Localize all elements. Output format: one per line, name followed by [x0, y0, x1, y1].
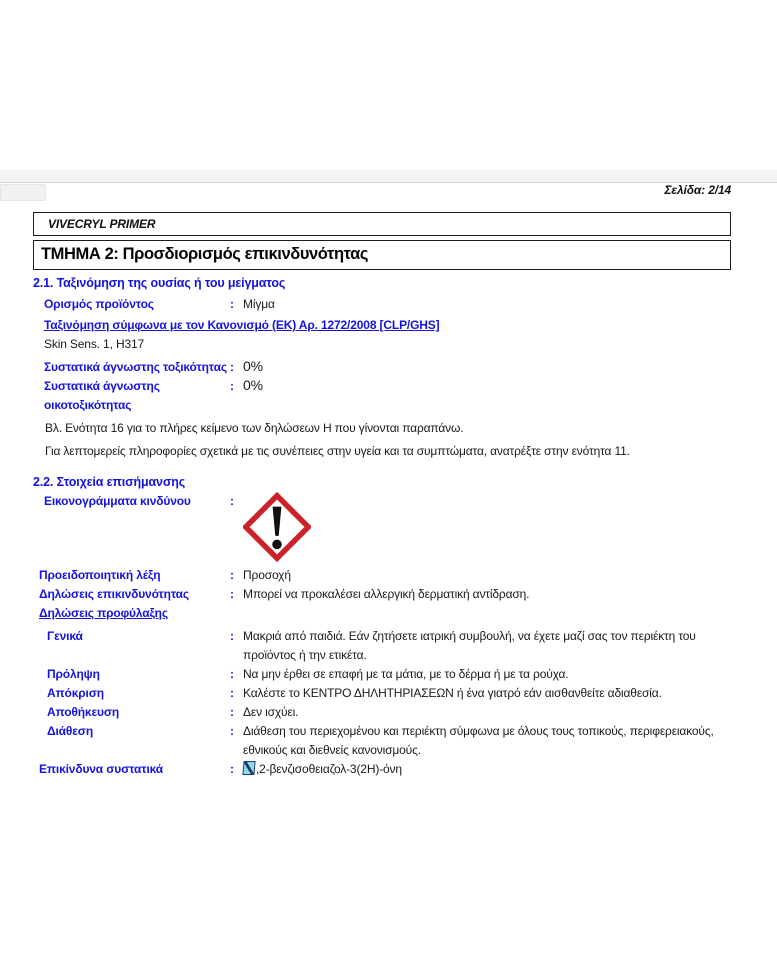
h-statements-note: Βλ. Ενότητα 16 για το πλήρες κείμενο των δηλώσεων Η που γίνονται παραπάνω.	[45, 421, 464, 435]
colon: :	[230, 667, 234, 681]
product-definition-label: Ορισμός προϊόντος	[44, 297, 154, 311]
prevention-row	[47, 665, 731, 684]
hazardous-ingredients-row	[39, 760, 731, 779]
product-name: VIVECRYL PRIMER	[48, 217, 156, 231]
hazardous-ingredients-value	[243, 760, 731, 779]
hazard-statements-label: Δηλώσεις επικινδυνότητας	[39, 587, 190, 601]
colon: :	[230, 705, 234, 719]
response-value: Καλέστε το ΚΕΝΤΡΟ ΔΗΛΗΤΗΡΙΑΣΕΩΝ ή ένα γιατρό εάν αισθανθείτε αδιαθεσία.	[243, 686, 662, 700]
prevention-label: Πρόληψη	[47, 667, 100, 681]
general-label: Γενικά	[47, 629, 83, 643]
colon: :	[230, 724, 234, 738]
storage-value: Δεν ισχύει.	[243, 705, 299, 719]
unknown-toxicity-label: Συστατικά άγνωστης τοξικότητας	[44, 360, 227, 374]
disposal-row	[47, 722, 731, 760]
disposal-value: Διάθεση του περιεχομένου και περιέκτη σύμφωνα με όλους τους τοπικούς, περιφερειακούς, εθνικούς και διεθνείς κανονισμούς.	[243, 724, 714, 757]
storage-row	[47, 703, 731, 722]
hazard-statements-row	[39, 585, 731, 604]
general-value: Μακριά από παιδιά. Εάν ζητήσετε ιατρική συμβουλή, να έχετε μαζί σας τον περιέκτη του προϊόντος ή την ετικέτα.	[243, 629, 696, 662]
storage-label: Αποθήκευση	[47, 705, 120, 719]
ghs07-exclamation-icon	[243, 492, 311, 562]
product-name-box	[33, 212, 731, 236]
response-row	[47, 684, 731, 703]
colon: :	[230, 762, 234, 776]
page-number: Σελίδα: 2/14	[664, 183, 731, 197]
colon: :	[230, 494, 234, 508]
s21-heading: 2.1. Ταξινόμηση της ουσίας ή του μείγματος	[33, 276, 286, 290]
hazardous-ingredient-name: ,2-βενζισοθειαζολ-3(2H)-όνη	[256, 762, 402, 776]
hazardous-ingredients-label: Επικίνδυνα συστατικά	[39, 762, 164, 776]
margin-corner-chip	[0, 184, 46, 201]
hazard-pictograms-label: Εικονογράμματα κινδύνου	[44, 494, 191, 508]
hazard-statements-value: Μπορεί να προκαλέσει αλλεργική δερματική αντίδραση.	[243, 587, 530, 601]
clp-classification-heading: Ταξινόμηση σύμφωνα με τον Κανονισμό (ΕΚ) Αρ. 1272/2008 [CLP/GHS]	[44, 318, 440, 332]
product-definition-value: Μίγμα	[243, 297, 275, 311]
colon: :	[230, 587, 234, 601]
hazard-pictograms-row	[44, 492, 731, 566]
unknown-toxicity-row	[44, 358, 731, 377]
hazard-pictograms-value	[243, 492, 731, 568]
signal-word-row	[39, 566, 731, 585]
page-content	[33, 274, 731, 779]
s22-heading: 2.2. Στοιχεία επισήμανσης	[33, 475, 186, 489]
prevention-value: Να μην έρθει σε επαφή με τα μάτια, με το δέρμα ή με τα ρούχα.	[243, 667, 569, 681]
colon: :	[230, 568, 234, 582]
precautionary-statements-heading: Δηλώσεις προφύλαξης	[39, 606, 168, 620]
health-effects-note: Για λεπτομερείς πληροφορίες σχετικά με τις συνέπειες στην υγεία και τα συμπτώματα, ανατρέξτε στην ενότητα 11.	[45, 444, 630, 458]
colon: :	[230, 379, 234, 393]
precautionary-heading-row	[39, 604, 731, 623]
general-row	[47, 627, 731, 665]
colon: :	[230, 686, 234, 700]
colon: :	[230, 360, 234, 374]
corrupted-digit-glyph-icon	[242, 761, 255, 775]
unknown-toxicity-value: 0%	[243, 358, 263, 374]
classification-value: Skin Sens. 1, H317	[44, 337, 145, 351]
section-2-title: ΤΜΗΜΑ 2: Προσδιορισμός επικινδυνότητας	[41, 245, 369, 263]
section-2-header-box	[33, 240, 731, 270]
clp-classification-heading-row	[44, 316, 731, 335]
signal-word-value: Προσοχή	[243, 568, 291, 582]
unknown-ecotoxicity-label: Συστατικά άγνωστης οικοτοξικότητας	[44, 379, 160, 412]
disposal-label: Διάθεση	[47, 724, 94, 738]
colon: :	[230, 297, 234, 311]
page-separator-band	[0, 170, 777, 183]
unknown-ecotoxicity-row	[44, 377, 731, 415]
signal-word-label: Προειδοποιητική λέξη	[39, 568, 161, 582]
product-definition-row	[44, 295, 731, 314]
colon: :	[230, 629, 234, 643]
response-label: Απόκριση	[47, 686, 104, 700]
unknown-ecotoxicity-value: 0%	[243, 377, 263, 393]
